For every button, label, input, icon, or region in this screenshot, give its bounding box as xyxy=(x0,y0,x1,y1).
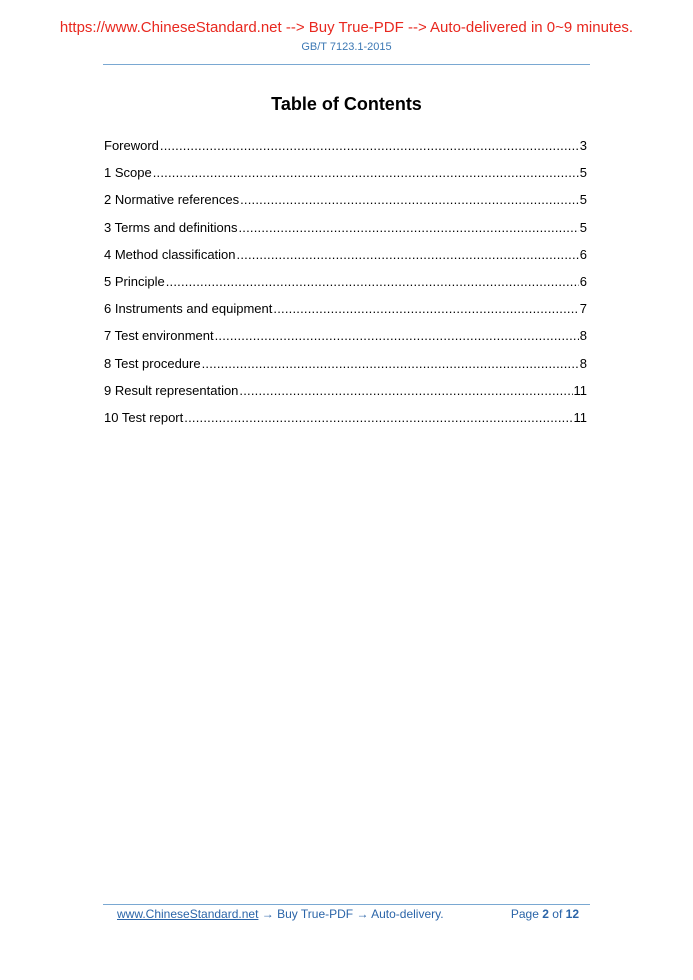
toc-entry-page: 5 xyxy=(579,219,587,235)
toc-entry-test-report[interactable] xyxy=(104,410,587,437)
toc-entry-normative-references[interactable] xyxy=(104,192,587,219)
toc-entry-label: 4 Method classification xyxy=(104,246,236,262)
total-page-count: 12 xyxy=(565,907,579,921)
page-footer xyxy=(117,907,582,921)
top-banner[interactable]: https://www.ChineseStandard.net --> Buy True-PDF --> Auto-delivered in 0~9 minutes. xyxy=(59,19,634,36)
toc-entry-foreword[interactable] xyxy=(104,138,587,165)
dot-leader xyxy=(238,220,578,235)
toc-entry-page: 8 xyxy=(579,328,587,344)
toc-entry-page: 5 xyxy=(579,165,587,181)
of-word: of xyxy=(552,907,563,921)
toc-entry-label: 1 Scope xyxy=(104,165,152,181)
toc-entry-label: 10 Test report xyxy=(104,409,184,425)
dot-leader xyxy=(160,138,579,153)
toc-entry-page: 7 xyxy=(579,301,587,317)
toc-entry-label: 2 Normative references xyxy=(104,192,240,208)
toc-entry-label: Foreword xyxy=(104,138,159,153)
toc-entry-terms-and-definitions[interactable] xyxy=(104,220,587,247)
dot-leader xyxy=(202,356,579,371)
page-indicator xyxy=(511,907,579,921)
toc-entry-label: 8 Test procedure xyxy=(104,355,201,371)
toc-entry-page: 3 xyxy=(579,138,587,153)
toc-entry-label: 3 Terms and definitions xyxy=(104,219,238,235)
footer-site-link[interactable]: www.ChineseStandard.net xyxy=(117,907,259,921)
footer-tagline: → Buy True-PDF → Auto-delivery. xyxy=(258,907,444,921)
header-divider xyxy=(103,64,590,65)
toc-entry-result-representation[interactable] xyxy=(104,383,587,410)
toc-entry-page: 8 xyxy=(579,355,587,371)
toc-entry-scope[interactable] xyxy=(104,165,587,192)
toc-entry-page: 5 xyxy=(579,192,587,208)
toc-entry-page: 11 xyxy=(573,382,587,398)
page-word: Page xyxy=(510,907,539,921)
dot-leader xyxy=(237,247,579,262)
toc-entry-label: 7 Test environment xyxy=(104,328,214,344)
toc-entry-method-classification[interactable] xyxy=(104,247,587,274)
toc-entry-instruments-and-equipment[interactable] xyxy=(104,301,587,328)
dot-leader xyxy=(153,165,579,180)
toc-title: Table of Contents xyxy=(271,94,422,114)
dot-leader xyxy=(215,328,579,343)
toc-entry-label: 6 Instruments and equipment xyxy=(104,301,273,317)
dot-leader xyxy=(239,383,572,398)
dot-leader xyxy=(166,274,579,289)
toc-entry-page: 11 xyxy=(573,409,587,425)
toc-entry-page: 6 xyxy=(579,273,587,289)
dot-leader xyxy=(184,410,572,425)
dot-leader xyxy=(273,301,578,316)
toc-entry-test-procedure[interactable] xyxy=(104,356,587,383)
dot-leader xyxy=(240,192,579,207)
toc-entry-page: 6 xyxy=(579,246,587,262)
toc-entry-label: 5 Principle xyxy=(104,273,165,289)
toc-entry-label: 9 Result representation xyxy=(104,382,239,398)
footer-divider xyxy=(103,904,590,905)
current-page-number: 2 xyxy=(542,907,549,921)
toc-entry-test-environment[interactable] xyxy=(104,328,587,355)
standard-code: GB/T 7123.1-2015 xyxy=(301,41,392,53)
toc-entry-principle[interactable] xyxy=(104,274,587,301)
table-of-contents xyxy=(104,138,587,437)
